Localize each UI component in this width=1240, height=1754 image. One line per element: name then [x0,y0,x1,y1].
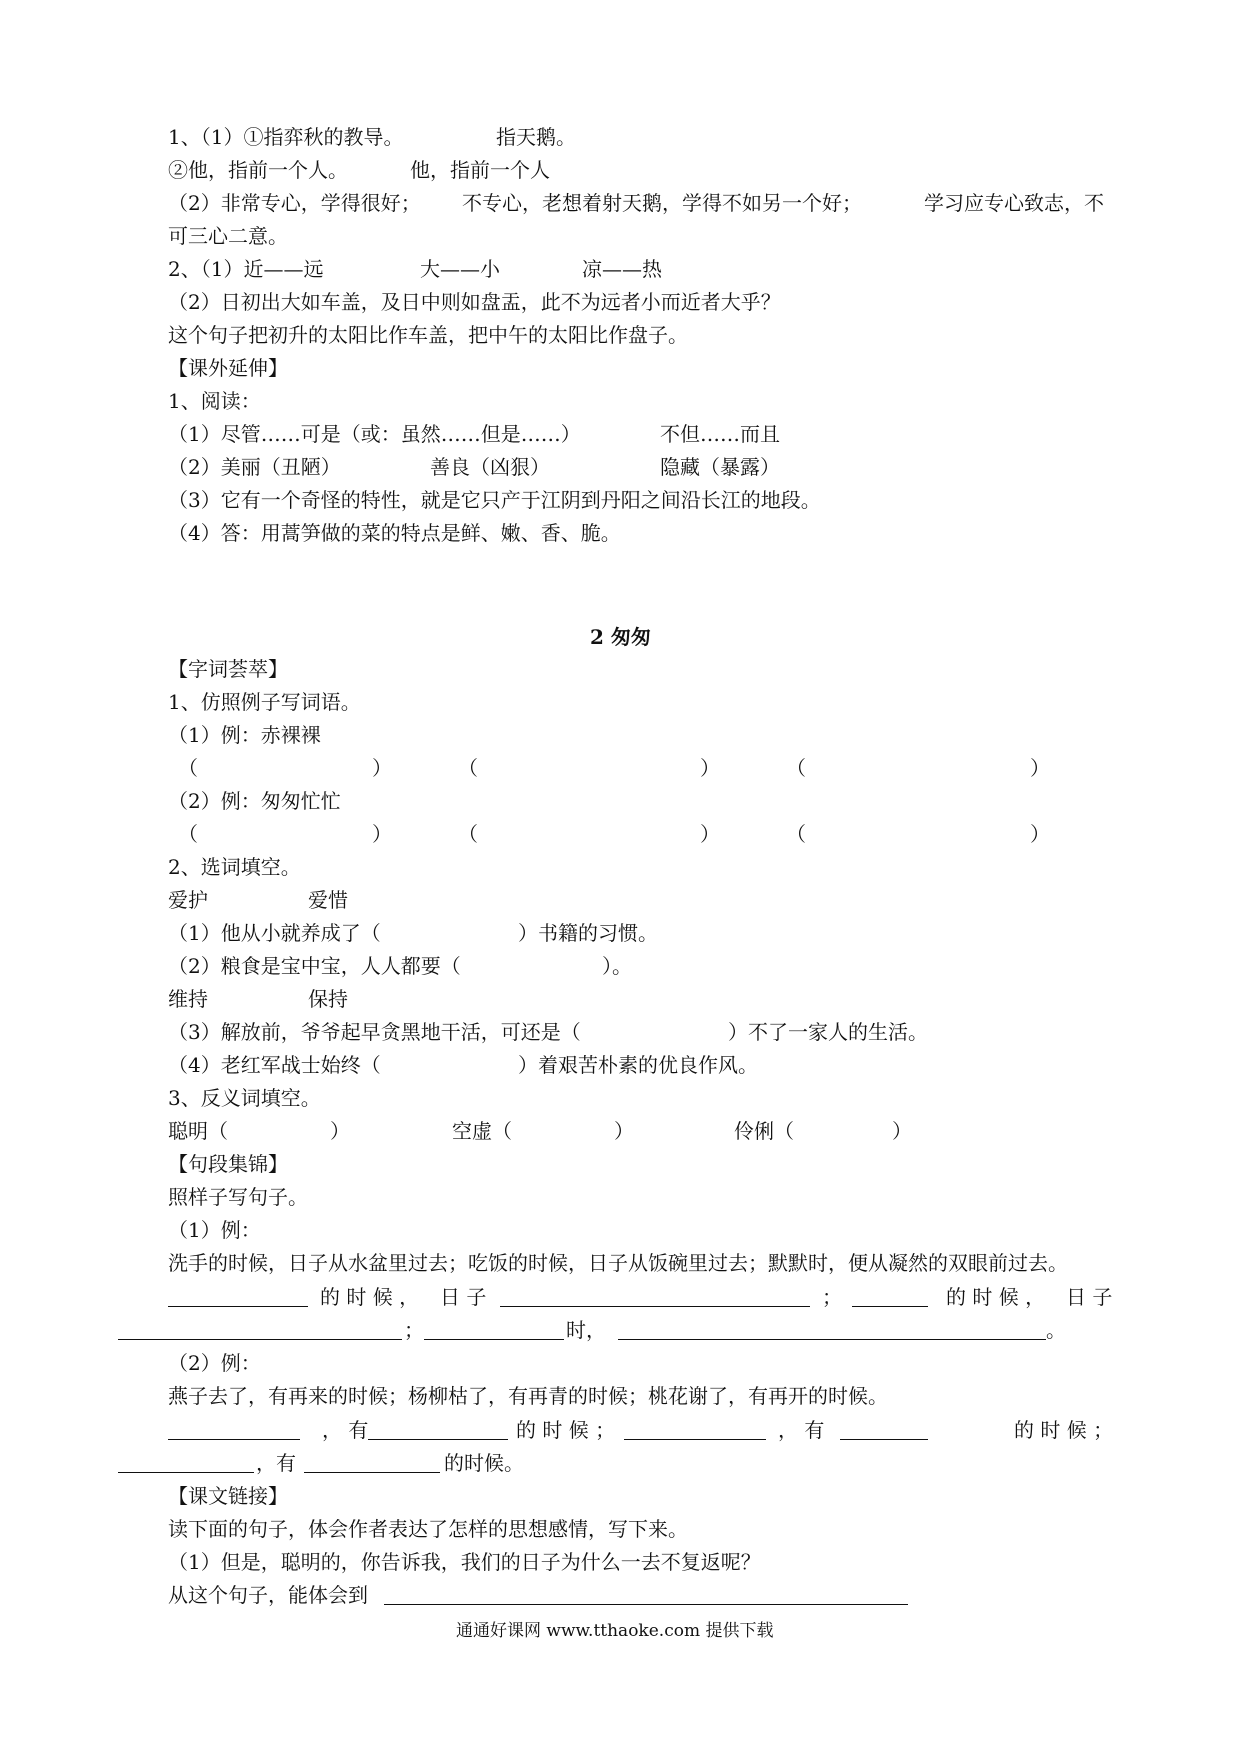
reading-answer-2b: 善良（凶狠） [430,455,550,479]
question-2: 2、选词填空。 [168,855,301,879]
paren-close: ） [700,822,720,846]
sentence-fragment: 的 时 候 ， [946,1285,1046,1309]
question-3: 3、反义词填空。 [168,1086,321,1110]
answer-1-4: 可三心二意。 [168,224,288,248]
reading-answer-1b: 不但……而且 [660,422,780,446]
antonym-2: 空虚（ [452,1119,512,1143]
answer-blank[interactable] [118,1319,402,1340]
option-word: 爱惜 [308,888,348,912]
answer-1-3c: 学习应专心致志，不 [924,191,1104,215]
section-header-text-link: 【课文链接】 [168,1484,288,1508]
sentence-fragment: 。 [1046,1318,1066,1342]
paren-open: （ [786,822,806,846]
answer-blank[interactable] [384,1584,908,1605]
sentence-fragment: 的 时 候 ， [320,1285,420,1309]
answer-blank[interactable] [500,1286,810,1307]
paren-close: ） [700,756,720,780]
answer-1-3b: 不专心，老想着射天鹅，学得不如另一个好； [462,191,862,215]
sentence-fragment: ； [404,1318,424,1342]
paren-close: ） [614,1119,634,1143]
sentence-example-2-label: （2）例： [168,1351,261,1375]
sentence-fragment: 的时候。 [444,1451,524,1475]
paren-open: （ [786,756,806,780]
answer-2-3: 这个句子把初升的太阳比作车盖，把中午的太阳比作盘子。 [168,323,688,347]
answer-2-1a: 2、（1）近——远 [168,257,324,281]
paren-open: （ [178,822,198,846]
paren-open: （ [458,822,478,846]
fill-2-2b: ）。 [602,954,632,978]
answer-1-2b: 他，指前一个人 [410,158,550,182]
answer-1-3a: （2）非常专心，学得很好； [168,191,421,215]
fill-2-1b: ）书籍的习惯。 [518,921,658,945]
paren-open: （ [178,756,198,780]
answer-blank[interactable] [618,1319,1046,1340]
answer-blank[interactable] [840,1419,928,1440]
sentence-intro: 照样子写句子。 [168,1185,308,1209]
sentence-fragment: 的 时 候 ； [516,1418,616,1442]
answer-1-1b: 指天鹅。 [496,125,576,149]
reading-answer-4: （4）答：用蒿笋做的菜的特点是鲜、嫩、香、脆。 [168,521,621,545]
answer-blank[interactable] [168,1419,300,1440]
sentence-fragment: ， 有 [778,1418,825,1442]
page-footer: 通通好课网 www.tthaoke.com 提供下载 [456,1621,774,1641]
reading-answer-1a: （1）尽管……可是（或：虽然……但是……） [168,422,581,446]
fill-2-4a: （4）老红军战士始终（ [168,1053,381,1077]
sentence-fragment: 日 子 [1066,1285,1113,1309]
answer-blank[interactable] [624,1419,766,1440]
question-1-1: （1）例：赤裸裸 [168,723,321,747]
option-word: 维持 [168,987,208,1011]
fill-2-3b: ）不了一家人的生活。 [728,1020,928,1044]
sentence-example-2: 燕子去了，有再来的时候；杨柳枯了，有再青的时候；桃花谢了，有再开的时候。 [168,1384,888,1408]
reading-answer-2c: 隐藏（暴露） [660,455,780,479]
fill-2-3a: （3）解放前，爷爷起早贪黑地干活，可还是（ [168,1020,581,1044]
sentence-fragment: 时， [566,1318,606,1342]
paren-close: ） [372,822,392,846]
answer-1-2a: ②他，指前一个人。 [168,158,348,182]
answer-blank[interactable] [368,1419,508,1440]
fill-2-1a: （1）他从小就养成了（ [168,921,381,945]
reading-answer-3: （3）它有一个奇怪的特性，就是它只产于江阴到丹阳之间沿长江的地段。 [168,488,821,512]
option-word: 爱护 [168,888,208,912]
section-header-words: 【字词荟萃】 [168,657,288,681]
paren-close: ） [330,1119,350,1143]
answer-blank[interactable] [118,1452,254,1473]
answer-blank[interactable] [304,1452,440,1473]
sentence-fragment: 日 子 [440,1285,487,1309]
sentence-fragment: ， 有 [322,1418,369,1442]
option-word: 保持 [308,987,348,1011]
antonym-1: 聪明（ [168,1119,228,1143]
antonym-3: 伶俐（ [734,1119,794,1143]
text-intro: 读下面的句子，体会作者表达了怎样的思想感情，写下来。 [168,1517,688,1541]
answer-blank[interactable] [168,1286,308,1307]
question-1-2: （2）例：匆匆忙忙 [168,789,341,813]
lesson-title: 2 匆匆 [590,625,651,649]
section-header-sentences: 【句段集锦】 [168,1152,288,1176]
answer-2-2: （2）日初出大如车盖，及日中则如盘盂，此不为远者小而近者大乎？ [168,290,781,314]
answer-blank[interactable] [424,1319,564,1340]
question-1: 1、仿照例子写词语。 [168,690,361,714]
sentence-example-1-label: （1）例： [168,1218,261,1242]
paren-close: ） [372,756,392,780]
paren-close: ） [892,1119,912,1143]
sentence-fragment: ，有 [256,1451,296,1475]
paren-close: ） [1030,756,1050,780]
section-header-extension: 【课外延伸】 [168,356,288,380]
answer-2-1b: 大——小 [420,257,500,281]
text-answer-prompt: 从这个句子，能体会到 [168,1583,368,1607]
reading-answer-2a: （2）美丽（丑陋） [168,455,341,479]
fill-2-2a: （2）粮食是宝中宝，人人都要（ [168,954,461,978]
text-question-1: （1）但是，聪明的，你告诉我，我们的日子为什么一去不复返呢？ [168,1550,761,1574]
answer-2-1c: 凉——热 [582,257,662,281]
answer-blank[interactable] [852,1286,928,1307]
reading-label: 1、阅读： [168,389,261,413]
sentence-fragment: ； [822,1285,842,1309]
fill-2-4b: ）着艰苦朴素的优良作风。 [518,1053,758,1077]
sentence-example-1: 洗手的时候，日子从水盆里过去；吃饭的时候，日子从饭碗里过去；默默时，便从凝然的双眼前过去。 [168,1251,1068,1275]
paren-open: （ [458,756,478,780]
paren-close: ） [1030,822,1050,846]
sentence-fragment: 的 时 候 ； [1014,1418,1114,1442]
answer-1-1: 1、（1）①指弈秋的教导。 [168,125,404,149]
